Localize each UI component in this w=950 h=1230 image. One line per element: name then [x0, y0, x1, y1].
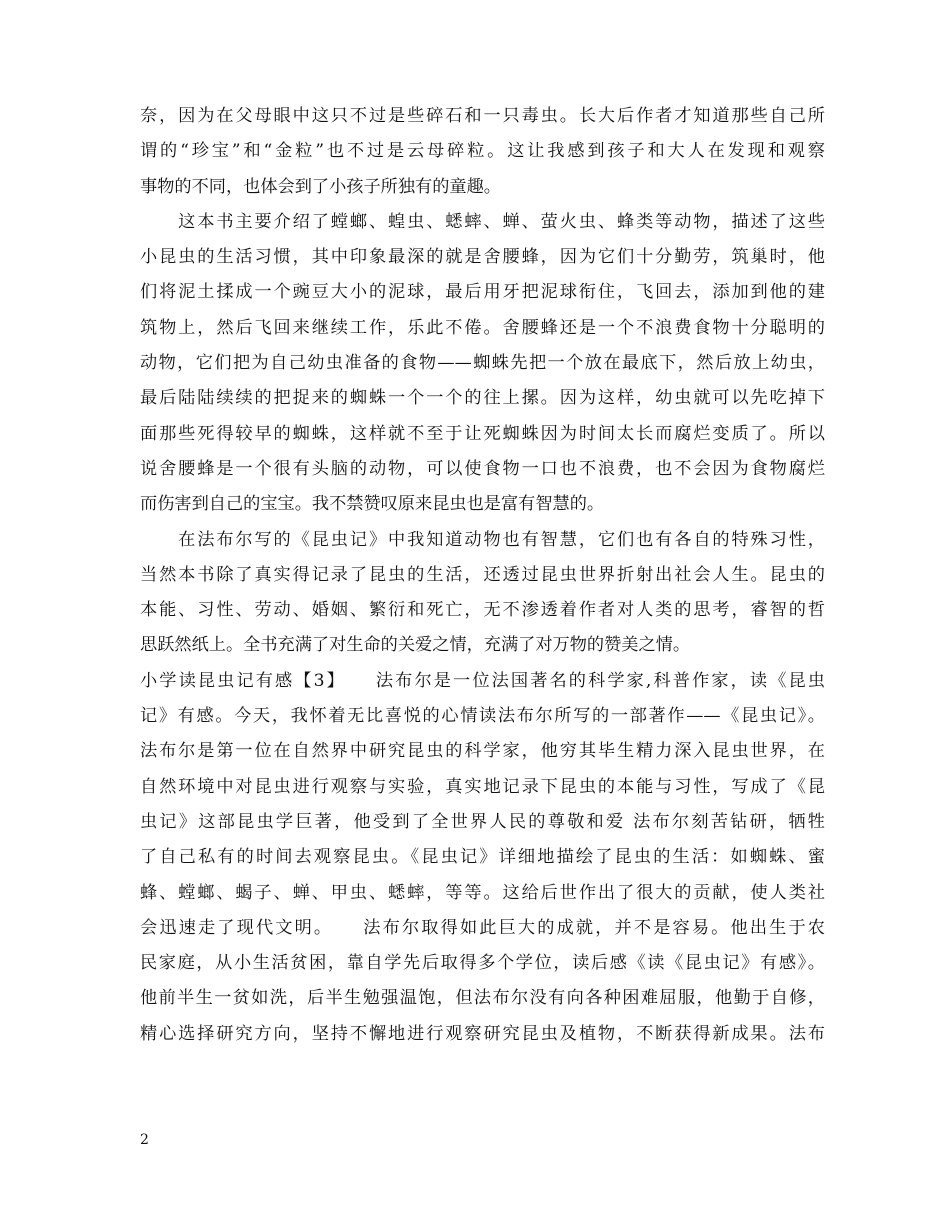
- text-line: 蜂、螳螂、蝎子、蝉、甲虫、蟋蟀，等等。这给后世作出了很大的贡献，使人类社: [140, 882, 825, 903]
- text-line: 了自己私有的时间去观察昆虫。《昆虫记》详细地描绘了昆虫的生活：如蜘蛛、蜜: [140, 847, 825, 868]
- text-line: 这本书主要介绍了螳螂、蝗虫、蟋蟀、蝉、萤火虫、蜂类等动物，描述了这些: [140, 211, 825, 232]
- text-line: 而伤害到自己的宝宝。我不禁赞叹原来昆虫也是富有智慧的。: [140, 494, 605, 515]
- text-line: 动物，它们把为自己幼虫准备的食物——蜘蛛先把一个放在最底下，然后放上幼虫，: [140, 353, 825, 374]
- text-line: 说舍腰蜂是一个很有头脑的动物，可以使食物一口也不浪费，也不会因为食物腐烂: [140, 458, 825, 479]
- text-line: 法布尔是第一位在自然界中研究昆虫的科学家，他穷其毕生精力深入昆虫世界，在: [140, 741, 825, 762]
- text-line: 会迅速走了现代文明。 法布尔取得如此巨大的成就，并不是容易。他出生于农: [140, 917, 825, 938]
- text-line: 面那些死得较早的蜘蛛，这样就不至于让死蜘蛛因为时间太长而腐烂变质了。所以: [140, 423, 825, 444]
- text-line: 本能、习性、劳动、婚姻、繁衍和死亡，无不渗透着作者对人类的思考，睿智的哲: [140, 600, 825, 621]
- text-line: 小学读昆虫记有感【3】 法布尔是一位法国著名的科学家,科普作家，读《昆虫: [140, 670, 825, 691]
- text-line: 虫记》这部昆虫学巨著，他受到了全世界人民的尊敬和爱 法布尔刻苦钻研，牺牲: [140, 811, 825, 832]
- text-line: 他前半生一贫如洗，后半生勉强温饱，但法布尔没有向各种困难屈服，他勤于自修，: [140, 988, 825, 1009]
- text-line: 最后陆陆续续的把捉来的蜘蛛一个一个的往上摞。因为这样，幼虫就可以先吃掉下: [140, 388, 825, 409]
- text-line: 自然环境中对昆虫进行观察与实验，真实地记录下昆虫的本能与习性，写成了《昆: [140, 776, 825, 797]
- text-line: 当然本书除了真实得记录了昆虫的生活，还透过昆虫世界折射出社会人生。昆虫的: [140, 564, 825, 585]
- text-line: 们将泥土揉成一个豌豆大小的泥球，最后用牙把泥球衔住，飞回去，添加到他的建: [140, 282, 825, 303]
- text-line: 民家庭，从小生活贫困，靠自学先后取得多个学位，读后感《读《昆虫记》有感》。: [140, 953, 825, 974]
- text-line: 筑物上，然后飞回来继续工作，乐此不倦。舍腰蜂还是一个不浪费食物十分聪明的: [140, 317, 825, 338]
- text-line: 小昆虫的生活习惯，其中印象最深的就是舍腰蜂，因为它们十分勤劳，筑巢时，他: [140, 247, 825, 268]
- text-line: 在法布尔写的《昆虫记》中我知道动物也有智慧，它们也有各自的特殊习性，: [140, 529, 825, 550]
- text-line: 谓的“珍宝”和“金粒”也不过是云母碎粒。这让我感到孩子和大人在发现和观察: [140, 141, 825, 162]
- text-line: 记》有感。今天，我怀着无比喜悦的心情读法布尔所写的一部著作——《昆虫记》。: [140, 706, 825, 727]
- text-line: 思跃然纸上。全书充满了对生命的关爱之情，充满了对万物的赞美之情。: [140, 635, 691, 656]
- text-line: 精心选择研究方向，坚持不懈地进行观察研究昆虫及植物，不断获得新成果。法布: [140, 1023, 825, 1044]
- text-line: 奈，因为在父母眼中这只不过是些碎石和一只毒虫。长大后作者才知道那些自己所: [140, 106, 825, 126]
- text-line: 事物的不同，也体会到了小孩子所独有的童趣。: [140, 176, 501, 197]
- document-body: [140, 99, 825, 1052]
- page-number: 2: [140, 1132, 149, 1148]
